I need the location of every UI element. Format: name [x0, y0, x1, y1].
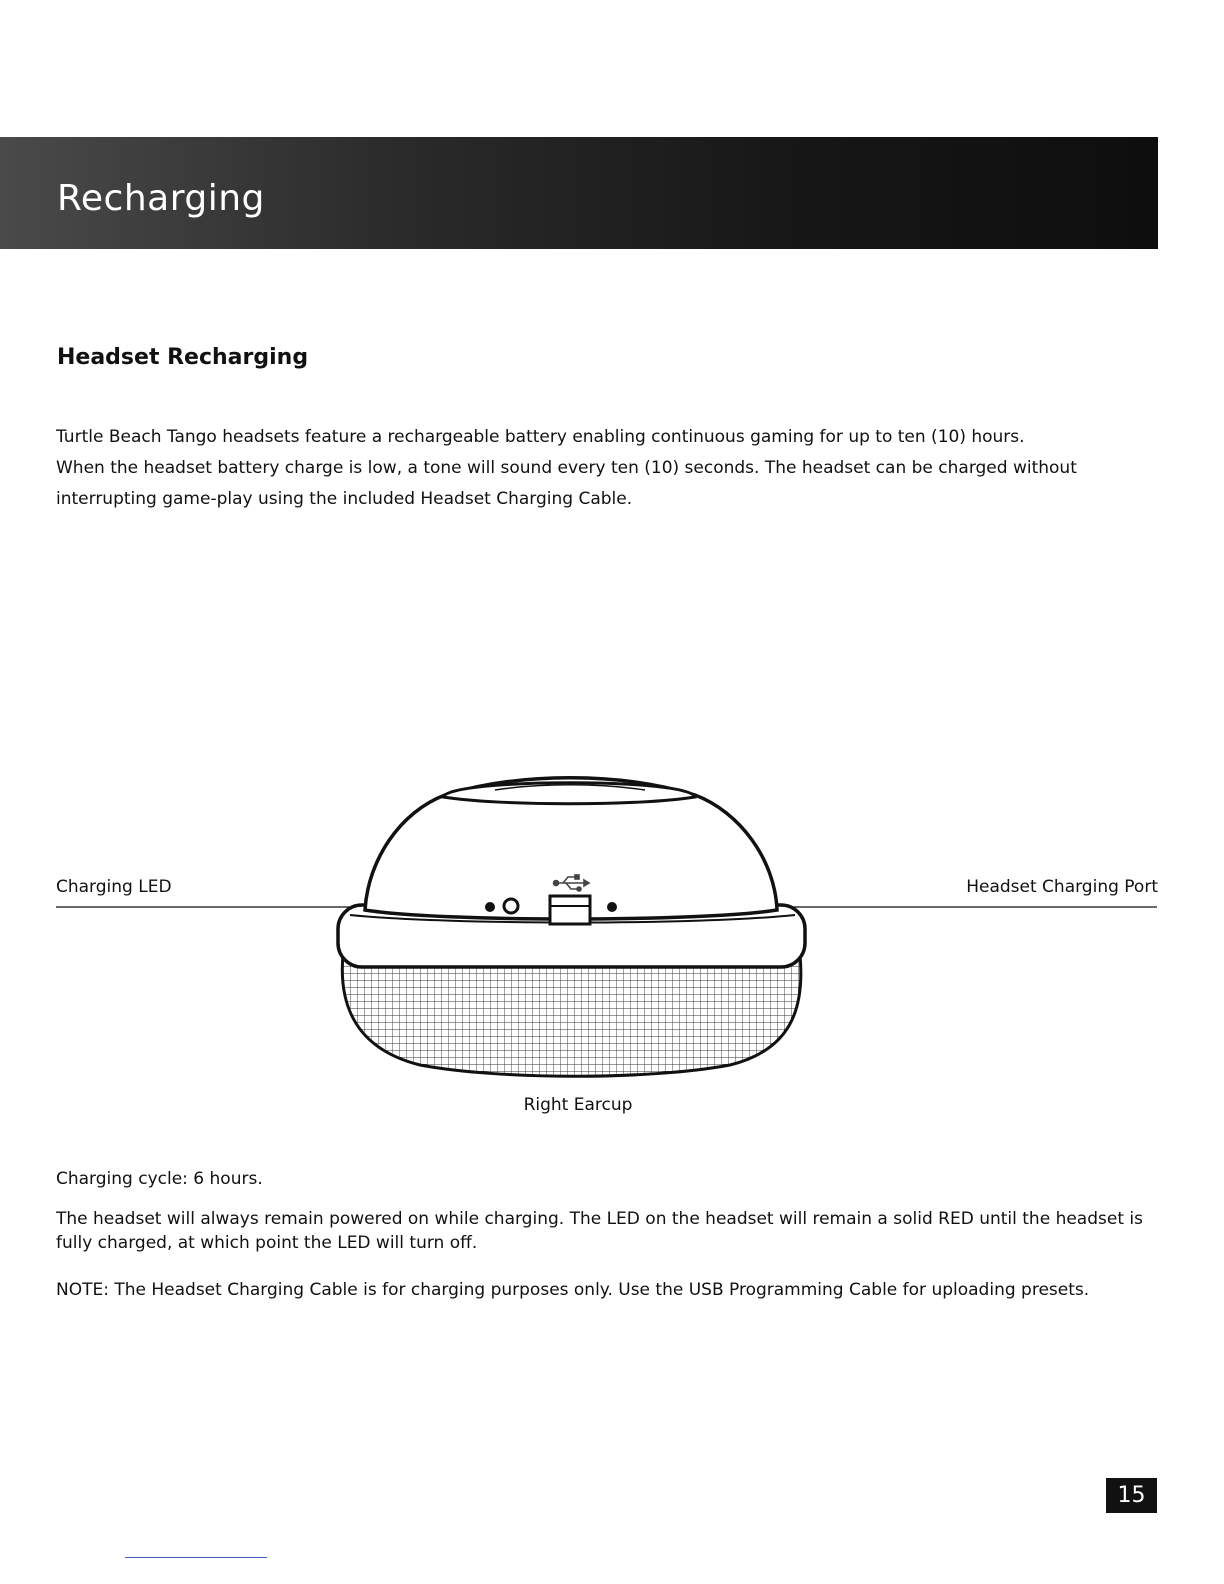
port-callout-dot: [607, 902, 617, 912]
page-number: 15: [1106, 1478, 1157, 1513]
charging-note-text: NOTE: The Headset Charging Cable is for charging purposes only. Use the USB Programming Cable for uploading presets.: [56, 1280, 1090, 1300]
earcup-cushion: [342, 955, 801, 1076]
charging-led-label: Charging LED: [56, 877, 172, 897]
intro-line: Turtle Beach Tango headsets feature a rechargeable battery enabling continuous gaming for up to ten (10) hours.: [56, 427, 1025, 447]
page-title: Recharging: [57, 178, 265, 219]
earcup-diagram: [0, 760, 1224, 1090]
charging-behavior-text: The headset will always remain powered on while charging. The LED on the headset will remain a solid RED until the headset is fully charged, at which point the LED will turn off.: [56, 1209, 1143, 1253]
earcup-cap: [443, 783, 695, 804]
led-callout-dot: [485, 902, 495, 912]
section-heading: Headset Recharging: [57, 345, 309, 370]
charging-port: [550, 896, 590, 924]
intro-line: interrupting game-play using the included Headset Charging Cable.: [56, 489, 633, 509]
footer-rule: [125, 1557, 267, 1558]
led-indicator-icon: [504, 899, 518, 913]
charging-port-label: Headset Charging Port: [966, 877, 1158, 897]
intro-line: When the headset battery charge is low, a tone will sound every ten (10) seconds. The headset can be charged without: [56, 458, 1077, 478]
charging-cycle-text: Charging cycle: 6 hours.: [56, 1169, 263, 1189]
section-banner: [0, 137, 1158, 249]
right-earcup-label: Right Earcup: [523, 1095, 633, 1115]
intro-paragraph: [56, 422, 1126, 515]
